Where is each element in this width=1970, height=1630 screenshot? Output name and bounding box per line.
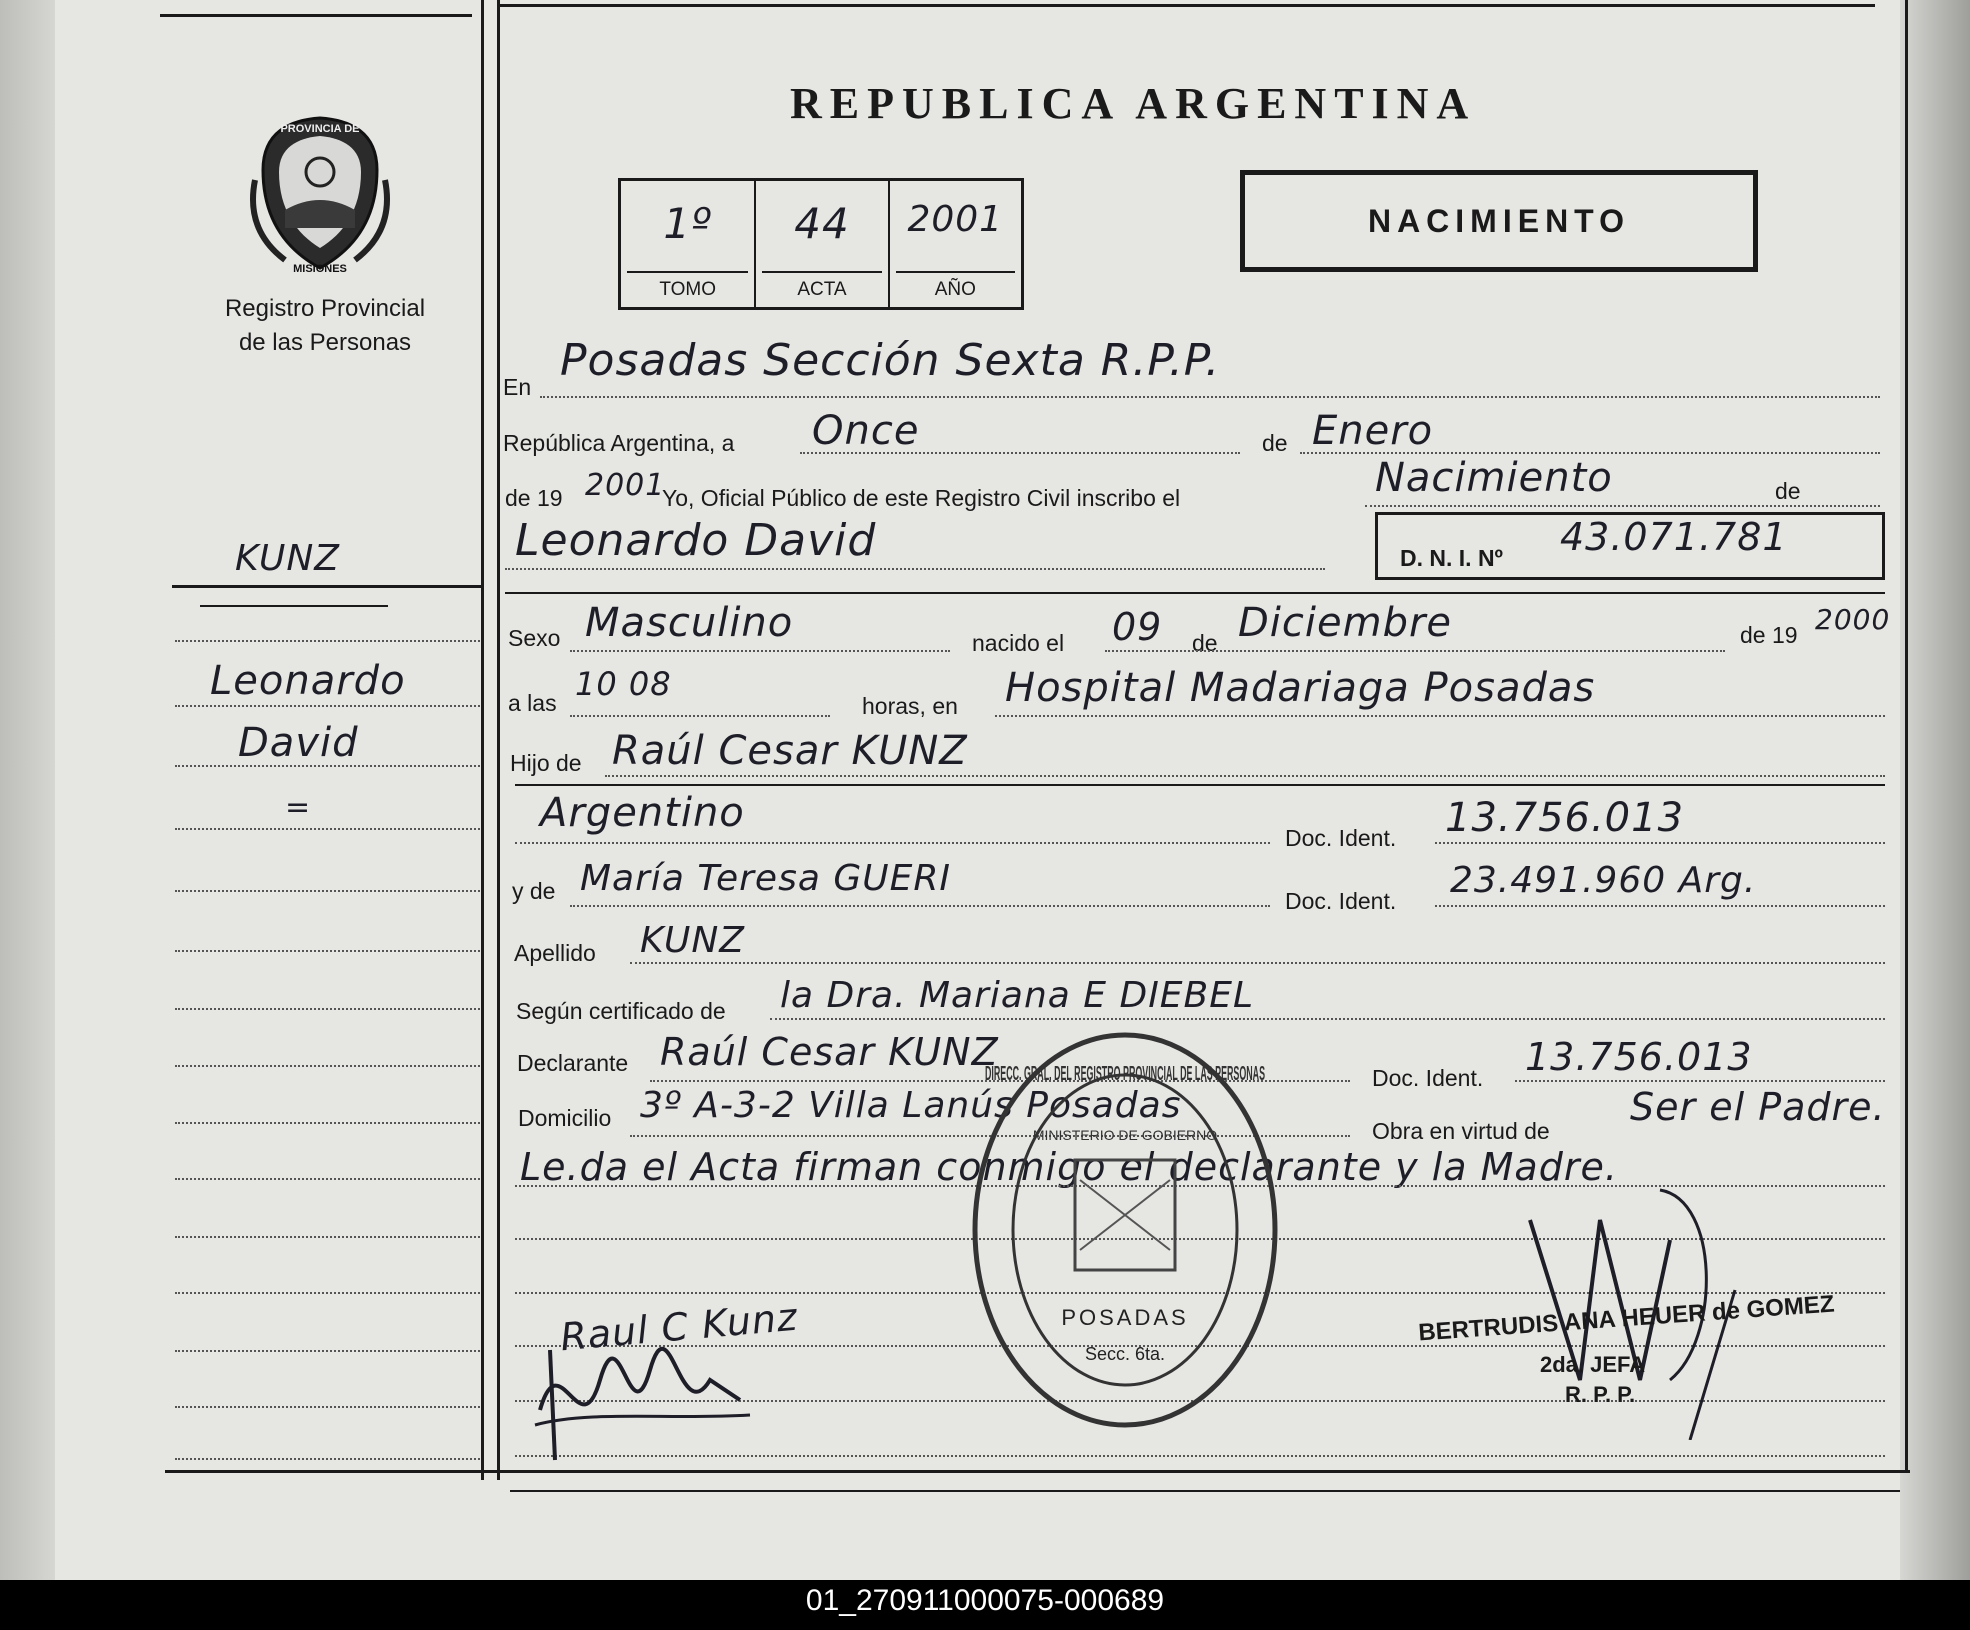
- remark-value: Le.da el Acta firman conmigo el declarante y la Madre.: [520, 1145, 1618, 1189]
- mother-doc-value: 23.491.960 Arg.: [1450, 860, 1757, 901]
- de-label-2: de: [1775, 478, 1801, 504]
- segun-label: Según certificado de: [516, 998, 726, 1024]
- stamp-ring-text: DIRECC. GRAL. DEL REGISTRO PROVINCIAL DE LAS PERSONAS: [985, 1063, 1265, 1085]
- sidebar-surname: KUNZ: [235, 538, 340, 579]
- yde-label: y de: [512, 878, 556, 904]
- second-signature: [530, 1320, 760, 1470]
- declarant-signature: Raul C Kunz: [558, 1294, 800, 1360]
- official-stamp: [970, 1030, 1280, 1430]
- registry-name: [190, 292, 460, 360]
- sidebar-name-2: David: [238, 720, 359, 766]
- de-label-3: de: [1192, 630, 1218, 656]
- father-name-value: Raúl Cesar KUNZ: [612, 728, 968, 774]
- birth-time-value: 10 08: [575, 665, 672, 703]
- father-doc-label: Doc. Ident.: [1285, 825, 1397, 851]
- page-edge-right: [1900, 0, 1970, 1580]
- declarante-label: Declarante: [517, 1050, 629, 1076]
- horas-label: horas, en: [862, 693, 958, 719]
- acta-label: ACTA: [797, 279, 847, 300]
- sidebar-name-1: Leonardo: [210, 658, 406, 704]
- year-prefix-label: de 19: [505, 485, 563, 511]
- nacido-label: nacido el: [972, 630, 1065, 656]
- year-value: 2001: [585, 468, 666, 503]
- day-value: Once: [812, 408, 920, 454]
- rule-father: [515, 784, 1885, 786]
- stamp-section: Secc. 6ta.: [1084, 1344, 1166, 1364]
- officer-title: 2da. JEFA: [1540, 1352, 1646, 1377]
- hijo-label: Hijo de: [510, 750, 582, 776]
- event-value: Nacimiento: [1375, 455, 1613, 501]
- domicilio-label: Domicilio: [518, 1105, 612, 1131]
- acta-cell: [754, 181, 887, 307]
- record-type-box: NACIMIENTO: [1240, 170, 1758, 272]
- mother-name-value: María Teresa GUERI: [580, 858, 951, 899]
- obra-value: Ser el Padre.: [1630, 1085, 1886, 1129]
- ano-label: AÑO: [934, 279, 976, 300]
- column-divider-2: [497, 0, 500, 1480]
- right-border: [1905, 0, 1908, 1470]
- apellido-label: Apellido: [514, 940, 596, 966]
- obra-label: Obra en virtud de: [1372, 1118, 1550, 1144]
- birth-year-value: 2000: [1815, 603, 1891, 636]
- page-edge-left: [0, 0, 60, 1580]
- sexo-value: Masculino: [585, 600, 794, 646]
- birth-month-value: Diciembre: [1238, 600, 1453, 646]
- person-name-value: Leonardo David: [515, 515, 877, 566]
- bottom-rule-2: [510, 1490, 1900, 1492]
- registry-line-2: de las Personas: [238, 329, 412, 356]
- dni-label: D. N. I. Nº: [1400, 545, 1503, 571]
- alas-label: a las: [508, 690, 557, 716]
- sidebar-rule-2: [200, 605, 388, 607]
- sexo-label: Sexo: [508, 625, 561, 651]
- stamp-inner-text: MINISTERIO DE GOBIERNO: [1032, 1127, 1218, 1143]
- de-label: de: [1262, 430, 1288, 456]
- declarante-doc-label: Doc. Ident.: [1372, 1065, 1484, 1091]
- sidebar-rule: [172, 585, 482, 588]
- registry-line-1: Registro Provincial: [224, 295, 426, 322]
- birth-place-value: Hospital Madariaga Posadas: [1005, 665, 1596, 711]
- tomo-cell: [621, 181, 754, 307]
- declarante-doc-value: 13.756.013: [1525, 1035, 1753, 1079]
- declarante-value: Raúl Cesar KUNZ: [660, 1030, 999, 1074]
- stamp-city: POSADAS: [1061, 1305, 1189, 1330]
- ano-cell: [888, 181, 1021, 307]
- birth-year-prefix: de 19: [1740, 622, 1798, 648]
- crest-top-text: PROVINCIA DE: [280, 123, 360, 135]
- ano-value: 2001: [907, 199, 1004, 240]
- en-label: En: [503, 374, 532, 400]
- officer-org: R. P. P.: [1565, 1382, 1636, 1407]
- document-title: REPUBLICA ARGENTINA: [790, 79, 1477, 128]
- dni-value: 43.071.781: [1560, 515, 1788, 559]
- certificate-value: la Dra. Mariana E DIEBEL: [780, 975, 1255, 1016]
- top-rule-left: [160, 14, 472, 17]
- bottom-rule: [165, 1470, 1910, 1473]
- section-rule: [505, 592, 1885, 594]
- domicilio-value: 3º A-3-2 Villa Lanús Posadas: [640, 1085, 1182, 1126]
- tomo-label: TOMO: [659, 279, 716, 300]
- registrar-statement: Yo, Oficial Público de este Registro Civil inscribo el: [662, 485, 1181, 511]
- father-doc-value: 13.756.013: [1445, 795, 1685, 841]
- apellido-value: KUNZ: [640, 920, 745, 961]
- top-rule-right: [497, 4, 1875, 7]
- sidebar-mark: =: [285, 790, 312, 825]
- father-nationality-value: Argentino: [540, 790, 745, 836]
- image-id-label: 01_270911000075-000689: [805, 1584, 1165, 1617]
- month-value: Enero: [1312, 408, 1434, 454]
- mother-doc-label: Doc. Ident.: [1285, 888, 1397, 914]
- acta-value: 44: [794, 199, 850, 248]
- column-divider-1: [481, 0, 484, 1480]
- republica-label: República Argentina, a: [503, 430, 735, 456]
- crest-bottom-text: MISIONES: [293, 263, 347, 275]
- registry-office-value: Posadas Sección Sexta R.P.P.: [560, 335, 1221, 386]
- birth-day-value: 09: [1112, 605, 1163, 649]
- tomo-value: 1º: [663, 199, 712, 248]
- act-number-box: [618, 178, 1024, 310]
- coat-of-arms-icon: [245, 110, 395, 280]
- officer-name: BERTRUDIS ANA HEUER de GOMEZ: [1417, 1290, 1836, 1347]
